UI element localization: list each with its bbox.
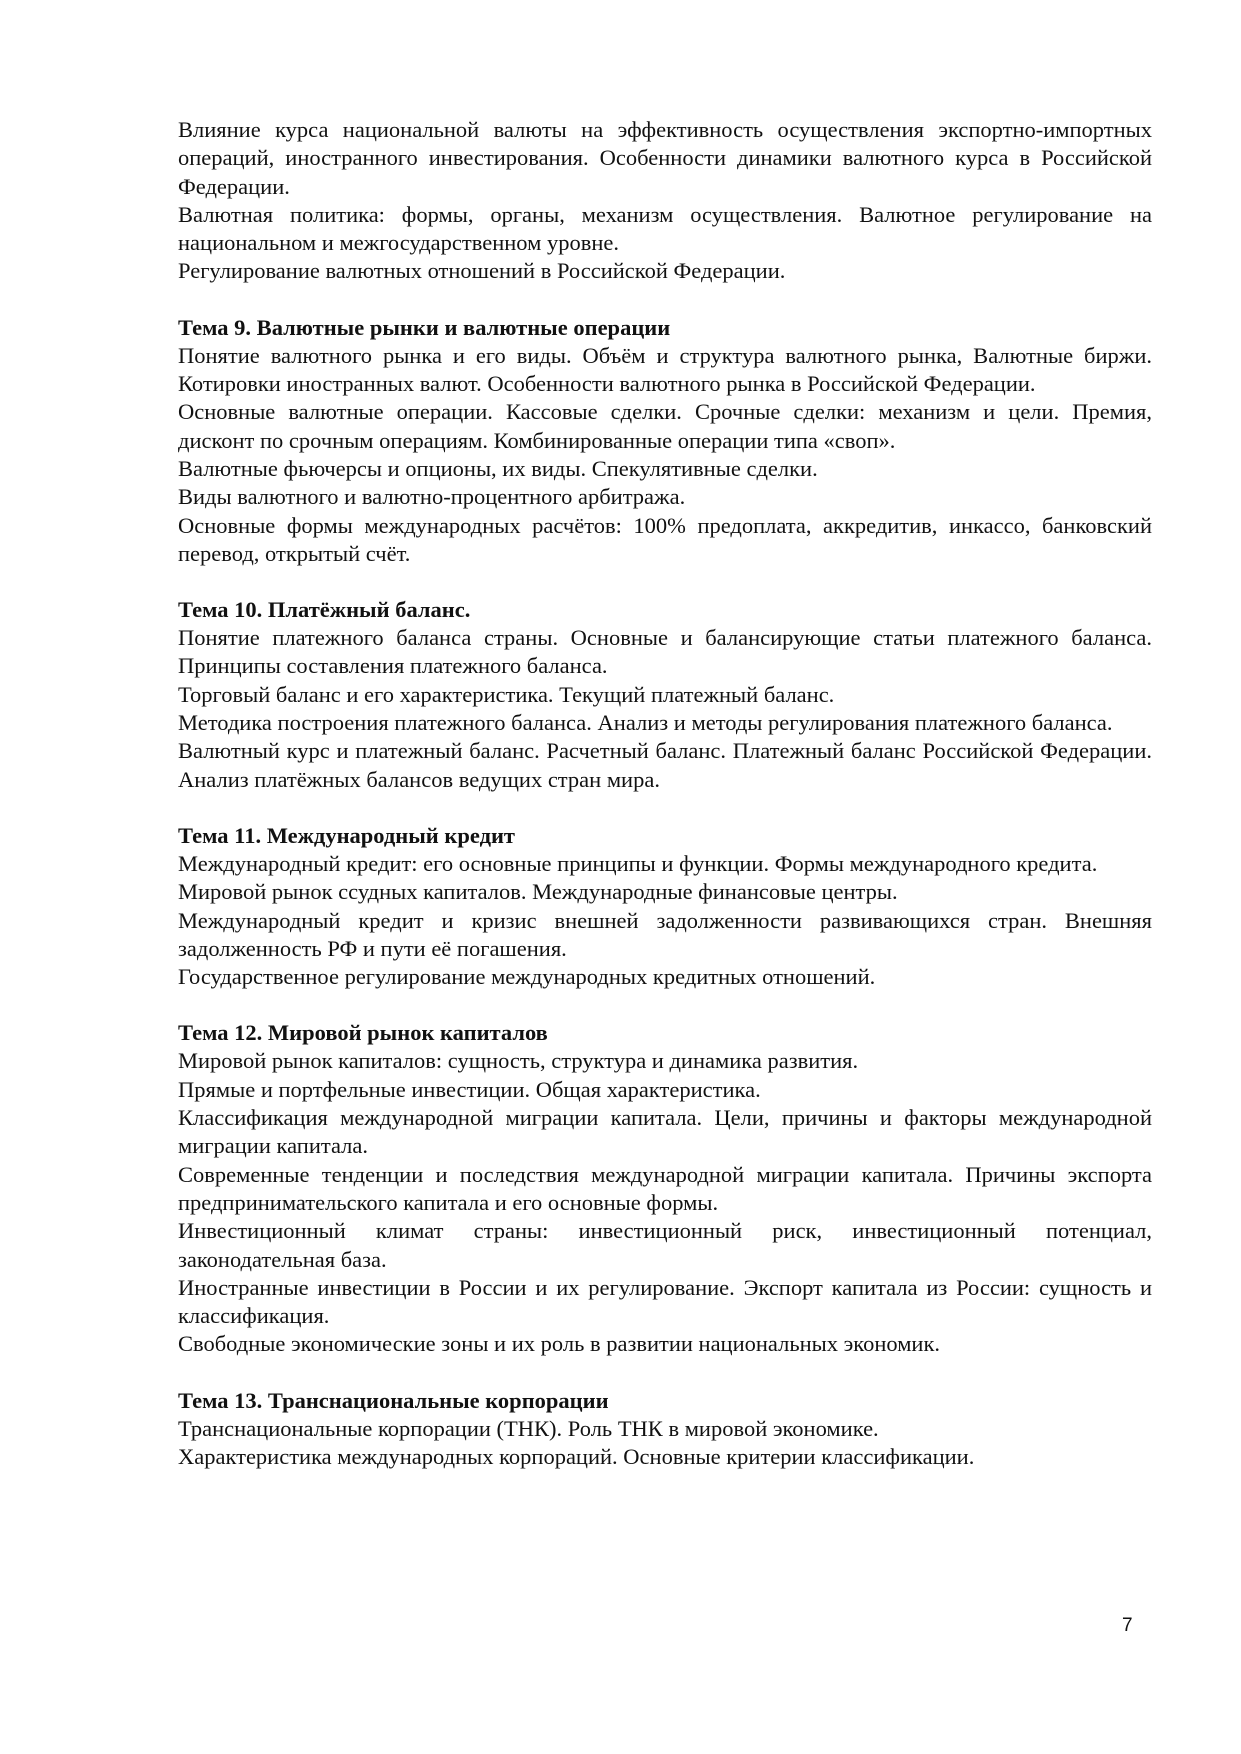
paragraph: Международный кредит и кризис внешней задолженности развивающихся стран. Внешняя задолженность РФ и пути её погашения.: [178, 907, 1152, 961]
paragraph: Транснациональные корпорации (ТНК). Роль ТНК в мировой экономике.: [178, 1415, 879, 1441]
section-topic-12: [178, 1019, 1152, 1358]
paragraph: Мировой рынок ссудных капиталов. Международные финансовые центры.: [178, 879, 898, 905]
paragraph: Классификация международной миграции капитала. Цели, причины и факторы международной миграции капитала.: [178, 1105, 1152, 1159]
paragraph: Валютные фьючерсы и опционы, их виды. Спекулятивные сделки.: [178, 455, 818, 481]
paragraph: Иностранные инвестиции в России и их регулирование. Экспорт капитала из России: сущность и классификация.: [178, 1274, 1152, 1329]
paragraph: Основные формы международных расчётов: 100% предоплата, аккредитив, инкассо, банковский перевод, открытый счёт.: [178, 512, 1152, 566]
section-heading: Тема 11. Международный кредит: [178, 822, 515, 848]
paragraph: Государственное регулирование международных кредитных отношений.: [178, 964, 876, 990]
paragraph: Мировой рынок капиталов: сущность, структура и динамика развития.: [178, 1048, 859, 1074]
paragraph: Основные валютные операции. Кассовые сделки. Срочные сделки: механизм и цели. Премия, дисконт по срочным операциям. Комбинированные операции типа «своп».: [178, 399, 1152, 453]
paragraph: Международный кредит: его основные принципы и функции. Формы международного кредита.: [178, 850, 1098, 876]
paragraph: Прямые и портфельные инвестиции. Общая характеристика.: [178, 1076, 761, 1102]
paragraph: Инвестиционный климат страны: инвестиционный риск, инвестиционный потенциал, законодательная база.: [178, 1218, 1152, 1272]
section-topic-10: [178, 596, 1152, 794]
paragraph: Современные тенденции и последствия международной миграции капитала. Причины экспорта предпринимательского капитала и его основные формы.: [178, 1161, 1152, 1215]
paragraph: Методика построения платежного баланса. Анализ и методы регулирования платежного баланса.: [178, 710, 1113, 736]
section-heading: Тема 12. Мировой рынок капиталов: [178, 1020, 548, 1046]
paragraph: Валютная политика: формы, органы, механизм осуществления. Валютное регулирование на национальном и межгосударственном уровне.: [178, 201, 1152, 256]
paragraph: Влияние курса национальной валюты на эффективность осуществления экспортно-импортных операций, иностранного инвестирования. Особенности динамики валютного курса в Российской Федерации.: [178, 117, 1152, 199]
section-heading: Тема 10. Платёжный баланс.: [178, 597, 471, 623]
page-number: 7: [1122, 1615, 1133, 1636]
paragraph: Понятие валютного рынка и его виды. Объём и структура валютного рынка, Валютные биржи. Котировки иностранных валют. Особенности валютного рынка в Российской Федерации.: [178, 342, 1152, 397]
paragraph: Торговый баланс и его характеристика. Текущий платежный баланс.: [178, 681, 835, 707]
section-topic-11: [178, 822, 1152, 991]
document-body: [178, 116, 1152, 1471]
section-heading: Тема 9. Валютные рынки и валютные операции: [178, 314, 671, 340]
paragraph: Свободные экономические зоны и их роль в развитии национальных экономик.: [178, 1331, 941, 1357]
section-topic-9: [178, 314, 1152, 568]
paragraph: Понятие платежного баланса страны. Основные и балансирующие статьи платежного баланса. Принципы составления платежного баланса.: [178, 625, 1152, 679]
section-topic-13: [178, 1387, 1152, 1472]
paragraph: Регулирование валютных отношений в Российской Федерации.: [178, 258, 786, 284]
paragraph: Виды валютного и валютно-процентного арбитража.: [178, 484, 686, 510]
paragraph: Валютный курс и платежный баланс. Расчетный баланс. Платежный баланс Российской Федерации. Анализ платёжных балансов ведущих стран мира.: [178, 738, 1152, 792]
section-heading: Тема 13. Транснациональные корпорации: [178, 1387, 609, 1413]
intro-block: [178, 116, 1152, 286]
paragraph: Характеристика международных корпораций. Основные критерии классификации.: [178, 1443, 975, 1469]
